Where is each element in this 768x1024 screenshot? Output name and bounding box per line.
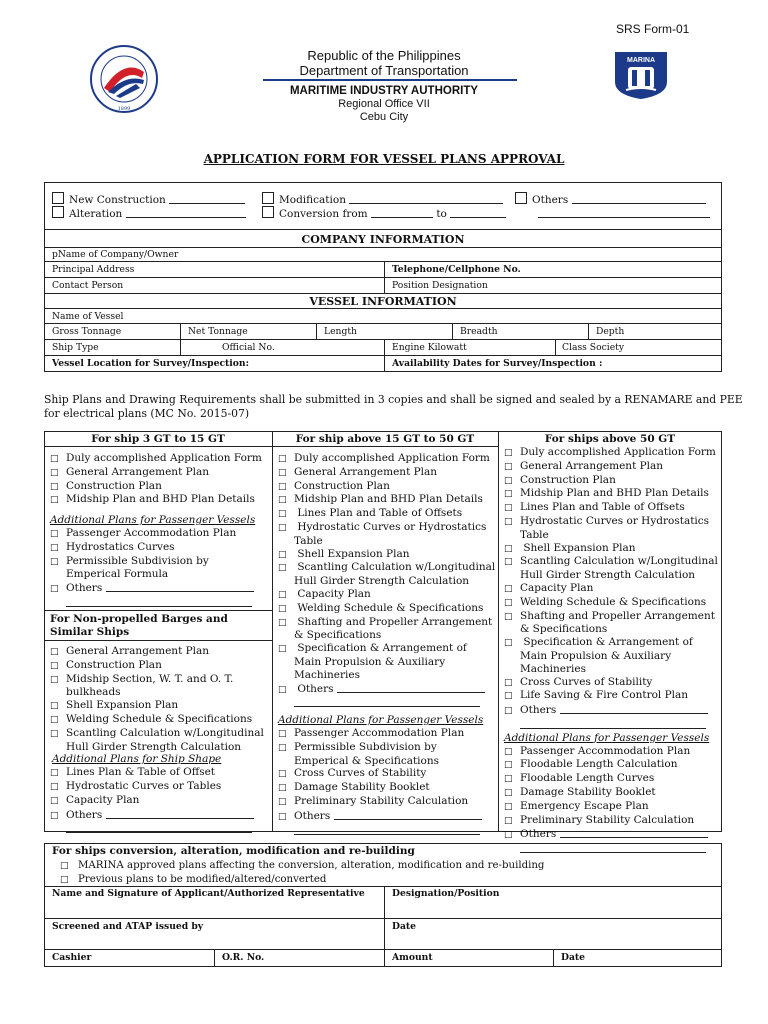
marina-logo-text: MARINA: [627, 57, 655, 64]
list-item[interactable]: □ Shafting and Propeller Arrangement: [278, 615, 493, 628]
checkbox[interactable]: [262, 192, 274, 204]
checkbox[interactable]: [52, 206, 64, 218]
header-city: Cebu City: [359, 111, 409, 123]
contact-person-label: Contact Person: [52, 280, 124, 291]
notice-line-1: Ship Plans and Drawing Requirements shall be submitted in 3 copies and shall be signed and sealed by a RENAMARE and PEE: [44, 393, 743, 406]
list-item[interactable]: □ Shell Expansion Plan: [50, 699, 179, 712]
list-item[interactable]: □ Midship Plan and BHD Plan Details: [278, 493, 483, 506]
class-society-label: Class Society: [562, 342, 625, 353]
checkbox[interactable]: [515, 192, 527, 204]
barges-heading-1: For Non-propelled Barges and: [50, 613, 228, 625]
seal-year: 1899: [117, 106, 131, 112]
date-label-1: Date: [392, 921, 417, 932]
vessel-location-label: Vessel Location for Survey/Inspection:: [52, 358, 249, 369]
vessel-name-label: Name of Vessel: [52, 311, 124, 322]
col2-passenger-heading[interactable]: Additional Plans for Passenger Vessels: [278, 714, 484, 727]
list-item[interactable]: □ General Arrangement Plan: [50, 465, 210, 478]
list-item[interactable]: □ Passenger Accommodation Plan: [50, 526, 237, 539]
list-item[interactable]: □ General Arrangement Plan: [278, 465, 438, 478]
list-item[interactable]: □ Others: [50, 581, 262, 596]
company-section-title: COMPANY INFORMATION: [301, 233, 465, 246]
list-item[interactable]: □ Lines Plan & Table of Offset: [50, 766, 216, 779]
conversion-heading: For ships conversion, alteration, modification and re-building: [52, 845, 415, 857]
conversion-item-1[interactable]: □ MARINA approved plans affecting the conversion, alteration, modification and re-building: [60, 860, 545, 871]
length-label: Length: [324, 326, 357, 337]
list-item[interactable]: □ Lines Plan and Table of Offsets: [278, 507, 463, 520]
list-item[interactable]: □ Floodable Length Calculation: [504, 758, 678, 771]
header-office: Regional Office VII: [338, 98, 430, 110]
list-item[interactable]: □ Hydrostatic Curves or Tables: [50, 779, 222, 792]
net-tonnage-label: Net Tonnage: [188, 326, 248, 337]
col1-passenger-heading[interactable]: Additional Plans for Passenger Vessels: [50, 514, 256, 527]
option-conversion[interactable]: Conversion from to: [262, 206, 506, 220]
col3-list: □ Duly accomplished Application Form □ General Arrangement Plan □ Construction Plan □ Midship Plan and BHD Plan Details □ Lines Plan and Table of Offsets □ Hydrostatic Curves or Hydrostatics Table □ Shell Expansion Plan □ Scantling Calculation w/Longitudinal Hull Girder Strength Calculation □ Capacity Plan □ Welding Schedule & Specifications □ Shafting and Propeller Arrangement & Specifications □ Specification & Arrangement of Main Propulsion & Auxiliary Machineries □ Cross Curves of Stability □ Life Saving & Fire Control Plan □ Others Additional Plans for Passenger Vessels □ Passenger Accommodation Plan □ Floodable Length Calculation □ Floodable Length Curves □ Damage Stability Booklet □ Emergency Escape Plan □ Preliminary Stability Calculation □ Others: [504, 446, 718, 856]
screened-label: Screened and ATAP issued by: [52, 921, 204, 932]
notice-line-2: for electrical plans (MC No. 2015-07): [44, 407, 250, 420]
list-item[interactable]: □ Permissible Subdivision by: [278, 740, 437, 753]
list-item[interactable]: □ Capacity Plan: [50, 793, 140, 806]
option-alteration[interactable]: Alteration: [52, 206, 246, 220]
list-item[interactable]: □ Specification & Arrangement of: [278, 642, 467, 655]
list-item[interactable]: □ Life Saving & Fire Control Plan: [504, 689, 689, 702]
form-title: APPLICATION FORM FOR VESSEL PLANS APPROVAL: [203, 152, 565, 166]
list-item[interactable]: □ Cross Curves of Stability: [504, 675, 653, 688]
list-item[interactable]: □ Emergency Escape Plan: [504, 799, 649, 812]
list-item[interactable]: □ Hydrostatic Curves or Hydrostatics: [504, 514, 710, 527]
col3-heading: For ships above 50 GT: [544, 433, 676, 445]
list-item[interactable]: □ Welding Schedule & Specifications: [504, 595, 707, 608]
designation-label: Designation/Position: [392, 888, 500, 899]
depth-label: Depth: [596, 326, 625, 337]
list-item[interactable]: □ General Arrangement Plan: [50, 645, 210, 657]
list-item[interactable]: □ Construction Plan: [504, 473, 616, 486]
breadth-label: Breadth: [460, 326, 498, 337]
list-item[interactable]: □ Others: [278, 682, 495, 697]
list-item[interactable]: □ Cross Curves of Stability: [278, 767, 427, 780]
col2-list: □ Duly accomplished Application Form □ General Arrangement Plan □ Construction Plan □ Midship Plan and BHD Plan Details □ Lines Plan and Table of Offsets □ Hydrostatic Curves or Hydrostatics Table □ Shell Expansion Plan □ Scantling Calculation w/Longitudinal Hull Girder Strength Calculation □ Capacity Plan □ Welding Schedule & Specifications □ Shafting and Propeller Arrangement & Specifications □ Specification & Arrangement of Main Propulsion & Auxiliary Machineries □ Others Additional Plans for Passenger Vessels □ Passenger Accommodation Plan □ Permissible Subdivision by Emperical & Specifications □ Cross Curves of Stability □ Damage Stability Booklet □ Preliminary Stability Calculation □ Others: [278, 452, 495, 837]
list-item[interactable]: □ Hydrostatics Curves: [50, 540, 175, 553]
list-item[interactable]: □ Scantling Calculation w/Longitudinal: [278, 561, 496, 574]
list-item[interactable]: □ Shafting and Propeller Arrangement: [504, 609, 715, 622]
col1-heading: For ship 3 GT to 15 GT: [91, 433, 225, 445]
col1-list: □ Duly accomplished Application Form □ General Arrangement Plan □ Construction Plan □ Midship Plan and BHD Plan Details Additional Plans for Passenger Vessels □ Passenger Accommodation Plan □ Hydrostatics Curves □ Permissible Subdivision by Emperical Formula □ Others: [50, 452, 262, 610]
list-item[interactable]: □ Others: [504, 827, 718, 842]
applicant-label: Name and Signature of Applicant/Authorized Representative: [52, 888, 365, 899]
list-item[interactable]: □ Shell Expansion Plan: [278, 547, 410, 560]
col3-passenger-heading[interactable]: Additional Plans for Passenger Vessels: [504, 731, 710, 744]
option-new-construction[interactable]: New Construction: [52, 192, 245, 206]
gross-tonnage-label: Gross Tonnage: [52, 326, 122, 337]
form-code: SRS Form-01: [616, 22, 690, 36]
list-item[interactable]: □ General Arrangement Plan: [504, 459, 664, 472]
list-item[interactable]: □ Scantling Calculation w/Longitudinal: [504, 555, 718, 568]
list-item[interactable]: □ Duly accomplished Application Form: [50, 452, 262, 464]
list-item[interactable]: □ Specification & Arrangement of: [504, 636, 693, 649]
list-item[interactable]: □ Welding Schedule & Specifications: [50, 712, 253, 725]
list-item[interactable]: □ Construction Plan: [278, 479, 390, 492]
official-no-label: Official No.: [222, 342, 275, 353]
list-item[interactable]: □ Construction Plan: [50, 479, 162, 492]
list-item[interactable]: □ Others: [278, 809, 495, 824]
list-item[interactable]: □ Lines Plan and Table of Offsets: [504, 501, 685, 514]
list-item[interactable]: □ Welding Schedule & Specifications: [278, 601, 484, 614]
col1-shape-heading[interactable]: Additional Plans for Ship Shape: [52, 753, 222, 766]
list-item[interactable]: □ Damage Stability Booklet: [278, 781, 430, 794]
list-item[interactable]: □ Others: [50, 808, 264, 823]
telephone-label: Telephone/Cellphone No.: [392, 264, 521, 275]
availability-dates-label: Availability Dates for Survey/Inspection :: [392, 358, 603, 369]
list-item[interactable]: □ Scantling Calculation w/Longitudinal: [50, 726, 264, 739]
option-modification[interactable]: Modification: [262, 192, 503, 206]
list-item[interactable]: □ Midship Plan and BHD Plan Details: [504, 487, 709, 500]
company-name-label: pName of Company/Owner: [52, 249, 179, 260]
vessel-section-title: VESSEL INFORMATION: [309, 295, 457, 308]
engine-kilowatt-label: Engine Kilowatt: [392, 342, 467, 353]
date-label-2: Date: [561, 952, 586, 963]
col1-barges-list: □ General Arrangement Plan □ Construction Plan □ Midship Section, W. T. and O. T. bulkheads □ Shell Expansion Plan □ Welding Schedule & Specifications □ Scantling Calculation w/Longitudinal Hull Girder Strength Calculation Additional Plans for Ship Shape □ Lines Plan & Table of Offset □ Hydrostatic Curves or Tables □ Capacity Plan □ Others: [50, 645, 264, 836]
list-item[interactable]: □ Floodable Length Curves: [504, 772, 655, 785]
list-item[interactable]: □ Preliminary Stability Calculation: [504, 813, 695, 826]
list-item[interactable]: □ Passenger Accommodation Plan: [504, 744, 691, 757]
barges-heading-2: Similar Ships: [50, 626, 130, 638]
list-item[interactable]: □ Capacity Plan: [278, 587, 371, 600]
list-item[interactable]: □ Passenger Accommodation Plan: [278, 726, 465, 739]
header-department: Department of Transportation: [299, 63, 469, 78]
conversion-item-2[interactable]: □ Previous plans to be modified/altered/converted: [60, 874, 327, 885]
option-others[interactable]: Others: [515, 192, 706, 206]
ship-type-label: Ship Type: [52, 342, 99, 353]
col2-heading: For ship above 15 GT to 50 GT: [295, 433, 475, 445]
principal-address-label: Principal Address: [52, 264, 135, 275]
list-item[interactable]: □ Others: [504, 703, 718, 718]
or-no-label: O.R. No.: [222, 952, 265, 963]
list-item[interactable]: □ Construction Plan: [50, 658, 162, 671]
list-item[interactable]: □ Shell Expansion Plan: [504, 541, 636, 554]
list-item[interactable]: □ Preliminary Stability Calculation: [278, 794, 469, 807]
header-agency: MARITIME INDUSTRY AUTHORITY: [289, 85, 479, 97]
checkbox[interactable]: [52, 192, 64, 204]
list-item[interactable]: □ Duly accomplished Application Form: [504, 446, 716, 458]
list-item[interactable]: □ Midship Plan and BHD Plan Details: [50, 493, 255, 506]
header-republic: Republic of the Philippines: [307, 48, 461, 63]
position-designation-label: Position Designation: [392, 280, 488, 291]
amount-label: Amount: [392, 952, 433, 963]
list-item[interactable]: □ Midship Section, W. T. and O. T.: [50, 672, 234, 685]
list-item[interactable]: □ Hydrostatic Curves or Hydrostatics: [278, 520, 487, 533]
list-item[interactable]: □ Capacity Plan: [504, 581, 594, 594]
cashier-label: Cashier: [52, 952, 92, 963]
list-item[interactable]: □ Duly accomplished Application Form: [278, 452, 490, 464]
list-item[interactable]: □ Damage Stability Booklet: [504, 785, 656, 798]
others-blank-line: [538, 217, 710, 218]
checkbox[interactable]: [262, 206, 274, 218]
header-rule: [263, 79, 517, 81]
list-item[interactable]: □ Permissible Subdivision by: [50, 554, 209, 567]
